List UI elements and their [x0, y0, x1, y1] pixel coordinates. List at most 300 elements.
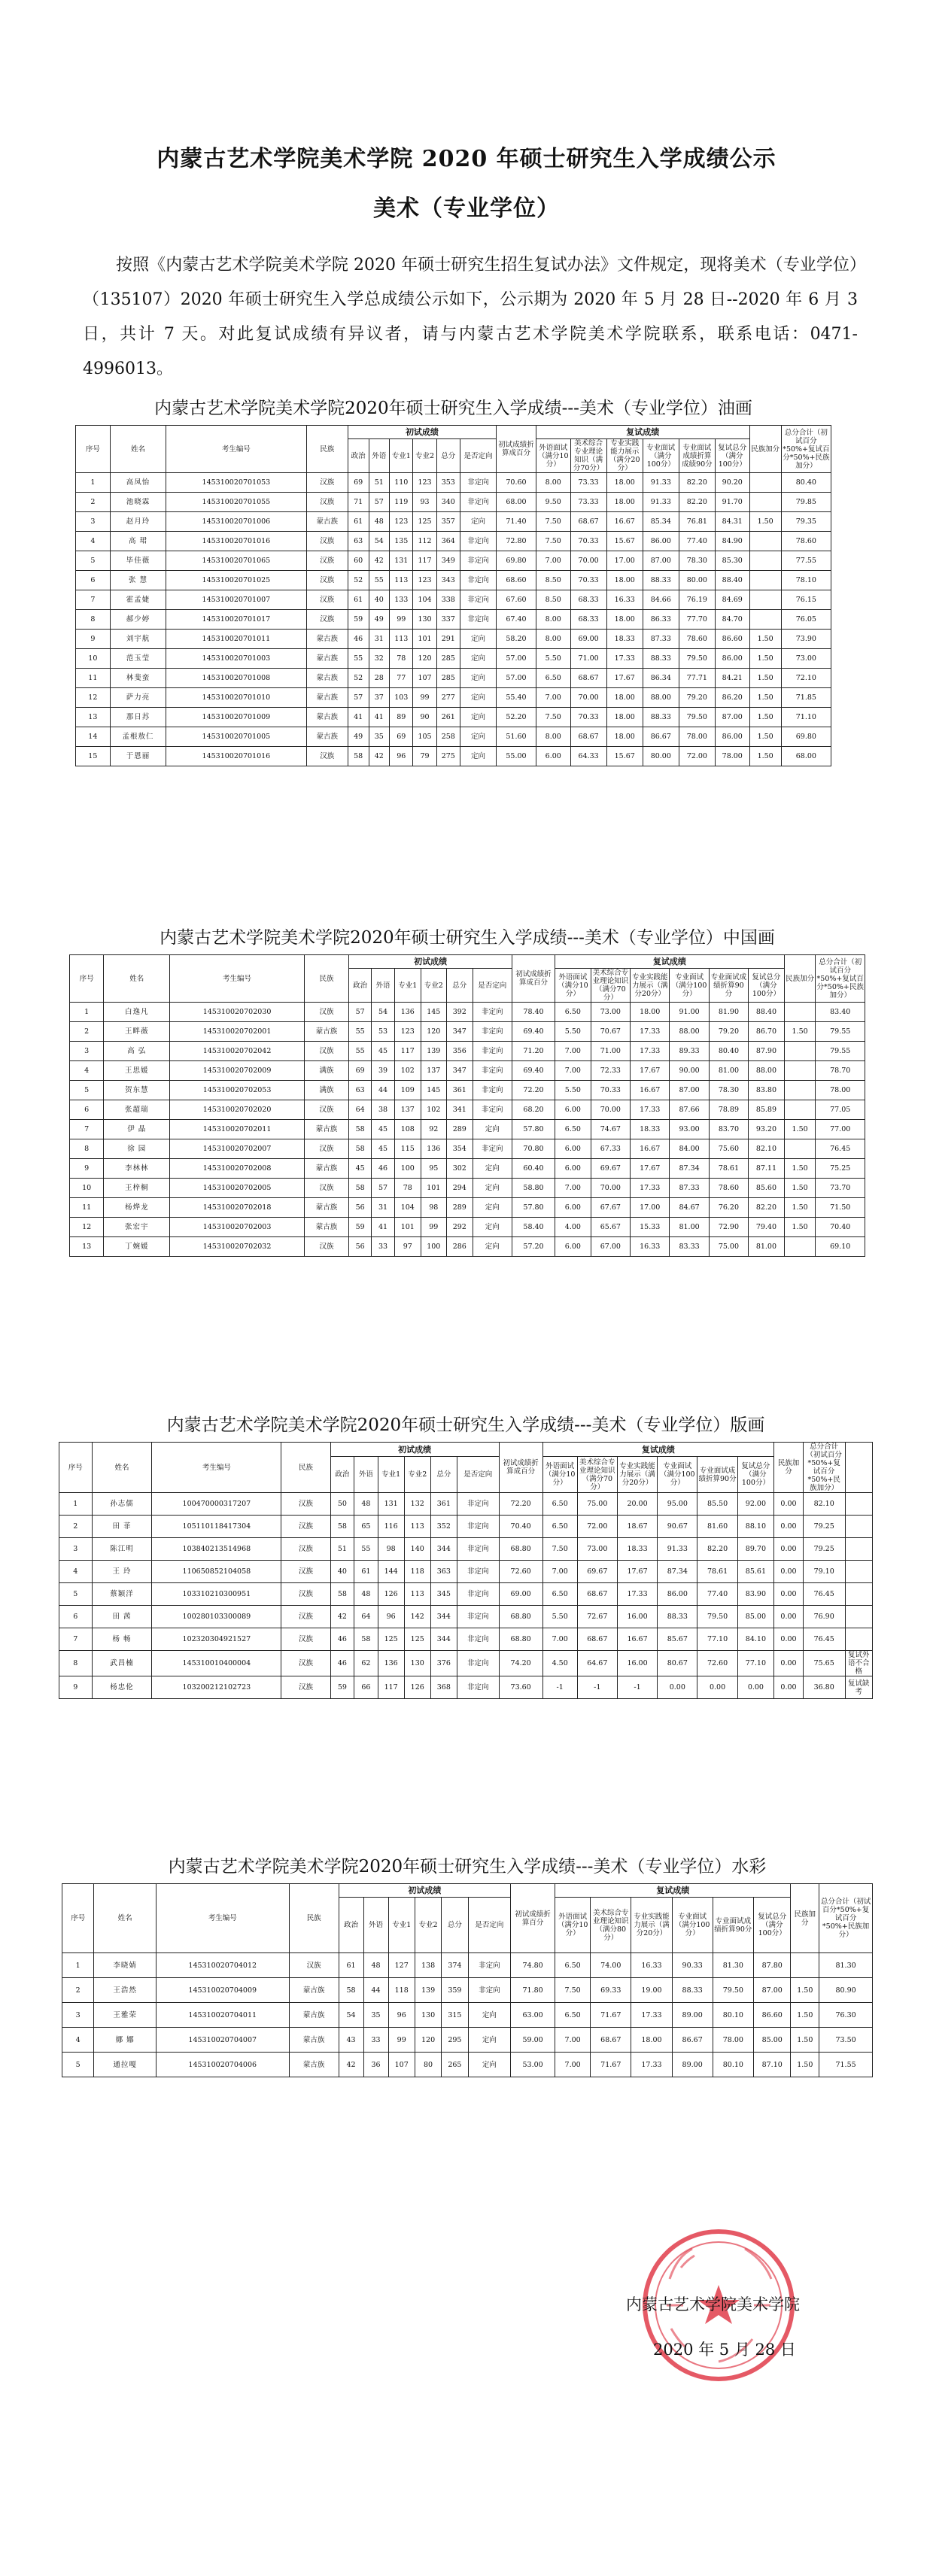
table-cell: 337 [436, 610, 460, 630]
table-cell: 林斐蛮 [110, 669, 166, 688]
table-cell: 7.00 [536, 688, 570, 708]
table-cell: 88.40 [749, 1003, 785, 1022]
group-header-retest: 复试成绩 [555, 955, 785, 969]
table-cell: 5 [59, 1583, 93, 1606]
table-cell: 78.00 [816, 1081, 865, 1100]
table-cell: 82.20 [679, 473, 715, 493]
table-cell [749, 493, 781, 512]
table-cell: 9 [70, 1159, 104, 1179]
table-cell: 84.69 [715, 590, 749, 610]
table-cell: 82.20 [697, 1538, 737, 1561]
table-cell: 16.33 [631, 1953, 672, 1978]
table-cell: 46 [348, 630, 369, 649]
table-cell: 85.60 [749, 1179, 785, 1198]
table-cell: 58.40 [512, 1218, 555, 1237]
table-cell: 68.67 [570, 727, 606, 747]
table-cell: 74.00 [591, 1953, 631, 1978]
table-cell: 343 [436, 571, 460, 590]
table-cell: 18.33 [606, 630, 643, 649]
table-cell: 8.00 [536, 630, 570, 649]
table-cell: 7.00 [542, 1561, 577, 1583]
table-cell: 8 [59, 1651, 93, 1676]
table-cell: 9 [59, 1676, 93, 1699]
table-cell: 1.50 [791, 2053, 819, 2077]
table-cell: 76.20 [709, 1198, 748, 1218]
table-cell: 5.50 [536, 649, 570, 669]
table-row [70, 1198, 865, 1218]
chinese-painting-section [69, 924, 865, 1257]
table-cell: 145310020701008 [166, 669, 306, 688]
table-cell: 91.70 [715, 493, 749, 512]
table-cell: 汉族 [289, 1953, 339, 1978]
table-cell: 112 [413, 532, 436, 551]
table-cell: 定向 [460, 747, 496, 766]
score-table [69, 954, 865, 1257]
table-cell: 89.00 [672, 2053, 713, 2077]
col-header-name: 姓名 [94, 1884, 156, 1953]
col-header-final-total: 总分合计（初试百分*50%+复试百分*50%+民族加分） [781, 426, 831, 473]
table-cell: 80 [415, 2053, 441, 2077]
group-header-retest: 复试成绩 [542, 1443, 773, 1457]
table-cell: 14 [76, 727, 111, 747]
table-cell: 18.67 [617, 1516, 657, 1538]
table-cell: 4 [62, 2028, 94, 2053]
table-cell: 86.70 [749, 1022, 785, 1042]
table-cell: 120 [413, 649, 436, 669]
table-cell: 88.33 [658, 1606, 697, 1628]
table-cell: 7.00 [555, 2053, 591, 2077]
table-cell: 4 [76, 532, 111, 551]
table-cell: 82.20 [749, 1198, 785, 1218]
table-cell: 陈江明 [92, 1538, 152, 1561]
table-cell: 0.00 [737, 1676, 773, 1699]
table-cell: 79.20 [679, 688, 715, 708]
table-cell: 56 [349, 1237, 372, 1257]
table-cell: 137 [395, 1100, 421, 1120]
table-cell: 汉族 [306, 493, 348, 512]
table-cell: 85.50 [697, 1493, 737, 1516]
table-cell: 79.50 [679, 708, 715, 727]
table-cell: 265 [442, 2053, 468, 2077]
table-cell: 79.50 [697, 1606, 737, 1628]
table-cell: 70.00 [591, 1100, 630, 1120]
table-cell: 非定向 [457, 1606, 499, 1628]
table-cell: 33 [372, 1237, 395, 1257]
table-cell: 126 [404, 1676, 430, 1699]
table-cell: 57.20 [512, 1237, 555, 1257]
table-cell: 蒙古族 [306, 708, 348, 727]
table-cell: 79 [413, 747, 436, 766]
table-cell: 347 [447, 1061, 473, 1081]
table-cell: 77.10 [697, 1628, 737, 1651]
table-cell: 16.67 [631, 1081, 670, 1100]
table-cell: 62 [354, 1651, 378, 1676]
table-cell: 67.00 [591, 1237, 630, 1257]
table-cell: 118 [404, 1561, 430, 1583]
table-row [76, 610, 831, 630]
table-cell: 125 [404, 1628, 430, 1651]
table-cell: 54 [369, 532, 390, 551]
table-cell: 15 [76, 747, 111, 766]
table-cell: 113 [390, 630, 413, 649]
table-cell: 丁婉媛 [104, 1237, 170, 1257]
table-cell: 7.00 [536, 551, 570, 571]
col-header-index: 序号 [76, 426, 111, 473]
table-cell: 67.60 [497, 590, 536, 610]
table-cell: 74.80 [511, 1953, 555, 1978]
table-cell: 18.00 [606, 688, 643, 708]
table-cell: 18.00 [631, 1003, 670, 1022]
table-cell: 18.00 [606, 473, 643, 493]
table-cell: 144 [378, 1561, 404, 1583]
table-row [70, 1100, 865, 1120]
table-cell: 145310020701009 [166, 708, 306, 727]
table-cell: 定向 [468, 2003, 511, 2028]
table-cell: 定向 [460, 512, 496, 532]
table-cell: 86.00 [643, 532, 679, 551]
table-cell: 8.50 [536, 571, 570, 590]
col-header-initial-percent: 初试成绩折算百分 [511, 1884, 555, 1953]
table-cell: 51 [330, 1538, 354, 1561]
table-cell: 57.00 [497, 649, 536, 669]
table-cell: 96 [378, 1606, 404, 1628]
table-cell: 1.50 [784, 1159, 816, 1179]
table-row [70, 1237, 865, 1257]
table-cell: 71.85 [781, 688, 831, 708]
table-cell: 2 [70, 1022, 104, 1042]
table-cell: 3 [70, 1042, 104, 1061]
table-title: 内蒙古艺术学院美术学院2020年硕士研究生入学成绩---美术（专业学位）油画 [154, 399, 752, 418]
table-cell: 80.40 [709, 1042, 748, 1061]
table-cell: 8.00 [536, 727, 570, 747]
table-cell: 59 [330, 1676, 354, 1699]
table-cell: 145310020702008 [170, 1159, 305, 1179]
table-cell: 123 [395, 1022, 421, 1042]
table-cell: 91.33 [643, 473, 679, 493]
table-cell: 277 [436, 688, 460, 708]
table-cell: 81.90 [709, 1003, 748, 1022]
table-cell: 58 [349, 1139, 372, 1159]
table-cell: 定向 [473, 1218, 512, 1237]
table-cell: 汉族 [281, 1628, 330, 1651]
table-row [62, 1953, 873, 1978]
table-cell: 44 [372, 1081, 395, 1100]
table-cell: 92.00 [737, 1493, 773, 1516]
table-cell: 78.60 [709, 1179, 748, 1198]
col-header-sum: 专业面试（满分100分） [672, 1898, 713, 1953]
table-cell: 10 [70, 1179, 104, 1198]
table-cell: 68.67 [570, 512, 606, 532]
table-cell: 145310020701011 [166, 630, 306, 649]
table-cell: 蒙古族 [289, 2028, 339, 2053]
table-cell: 73.00 [591, 1003, 630, 1022]
table-cell: 59.00 [511, 2028, 555, 2053]
table-cell: 145310020701007 [166, 590, 306, 610]
table-cell: 118 [388, 1978, 415, 2003]
table-row [70, 1120, 865, 1139]
table-cell: 48 [369, 512, 390, 532]
table-cell: 非定向 [457, 1628, 499, 1651]
table-cell: 8 [76, 610, 111, 630]
table-cell: 7.50 [536, 532, 570, 551]
table-cell: 汉族 [304, 1179, 349, 1198]
table-cell: 78.30 [709, 1081, 748, 1100]
table-cell: 104 [413, 590, 436, 610]
group-header-retest: 复试成绩 [536, 426, 749, 439]
col-header-oral: 外语面试（满分10分） [555, 1898, 591, 1953]
table-cell: 36.80 [803, 1676, 845, 1699]
table-cell: 76.45 [803, 1583, 845, 1606]
table-cell: 99 [413, 688, 436, 708]
remark-cell [845, 1628, 872, 1651]
table-cell: 定向 [468, 2028, 511, 2053]
table-cell: 79.20 [709, 1022, 748, 1042]
table-cell: 92 [421, 1120, 447, 1139]
table-cell: 91.33 [643, 493, 679, 512]
table-cell: 3 [62, 2003, 94, 2028]
table-cell: 0.00 [774, 1676, 804, 1699]
table-cell: 87.00 [715, 708, 749, 727]
table-cell: 69.00 [499, 1583, 542, 1606]
table-cell: 池晓霖 [110, 493, 166, 512]
table-row [76, 688, 831, 708]
table-cell: 68.80 [499, 1538, 542, 1561]
table-cell: 12 [70, 1218, 104, 1237]
table-cell: 定向 [473, 1159, 512, 1179]
table-cell: 87.33 [643, 630, 679, 649]
table-cell: 80.10 [713, 2053, 753, 2077]
col-header-candidate-id: 考生编号 [166, 426, 306, 473]
table-cell: 于恩丽 [110, 747, 166, 766]
table-cell: 123 [413, 571, 436, 590]
table-cell: 汉族 [281, 1676, 330, 1699]
table-cell: 79.85 [781, 493, 831, 512]
table-cell: 292 [447, 1218, 473, 1237]
table-cell: 86.60 [715, 630, 749, 649]
table-cell: 349 [436, 551, 460, 571]
table-cell: 88.33 [643, 708, 679, 727]
table-cell: 2 [62, 1978, 94, 2003]
table-cell: 83.33 [670, 1237, 709, 1257]
table-cell: 5 [70, 1081, 104, 1100]
table-cell: 100 [421, 1237, 447, 1257]
table-cell: 73.70 [816, 1179, 865, 1198]
table-cell: 84.10 [737, 1628, 773, 1651]
table-cell: 72.60 [499, 1561, 542, 1583]
table-cell: 87.00 [643, 551, 679, 571]
table-cell: 132 [404, 1493, 430, 1516]
table-cell: 蒙古族 [306, 649, 348, 669]
table-cell: 17.33 [617, 1583, 657, 1606]
table-cell: 352 [430, 1516, 457, 1538]
table-cell: 295 [442, 2028, 468, 2053]
table-cell: 76.30 [819, 2003, 873, 2028]
table-cell: 145310020704009 [156, 1978, 289, 2003]
table-cell: 61 [348, 590, 369, 610]
table-cell: 45 [349, 1159, 372, 1179]
table-cell: 16.67 [606, 512, 643, 532]
table-cell: 75.60 [709, 1139, 748, 1159]
table-cell: 139 [415, 1978, 441, 2003]
table-cell: 135 [390, 532, 413, 551]
table-cell: 18.00 [606, 493, 643, 512]
table-cell: 72.20 [499, 1493, 542, 1516]
table-cell: 58 [339, 1978, 363, 2003]
table-cell: 1.50 [749, 512, 781, 532]
table-cell: 5.50 [555, 1022, 591, 1042]
table-cell: 145310020701006 [166, 512, 306, 532]
table-cell: 77.55 [781, 551, 831, 571]
table-cell: 汉族 [306, 610, 348, 630]
table-cell: 78.70 [816, 1061, 865, 1081]
table-cell: 6.50 [542, 1516, 577, 1538]
table-cell: 86.00 [658, 1583, 697, 1606]
table-cell: 76.15 [781, 590, 831, 610]
table-cell: 72.00 [679, 747, 715, 766]
table-cell: 张宏宇 [104, 1218, 170, 1237]
table-cell: 非定向 [457, 1493, 499, 1516]
table-cell: 87.80 [753, 1953, 791, 1978]
table-cell: 田 茜 [92, 1606, 152, 1628]
table-cell: 291 [436, 630, 460, 649]
table-cell: 1.50 [749, 669, 781, 688]
table-cell: 38 [372, 1100, 395, 1120]
table-cell: 50 [330, 1493, 354, 1516]
table-cell: 6.00 [536, 747, 570, 766]
table-cell: 101 [413, 630, 436, 649]
col-header-tot: 总分 [436, 439, 460, 473]
table-cell: 68.20 [512, 1100, 555, 1120]
table-row [70, 1061, 865, 1081]
table-cell: 58 [330, 1516, 354, 1538]
table-cell: 95.00 [658, 1493, 697, 1516]
table-cell: 52 [348, 669, 369, 688]
table-cell: 汉族 [304, 1003, 349, 1022]
table-cell: 145 [421, 1081, 447, 1100]
table-cell: 55.40 [497, 688, 536, 708]
table-cell: 103310210300951 [152, 1583, 281, 1606]
table-cell: 142 [404, 1606, 430, 1628]
table-cell: 15.67 [606, 747, 643, 766]
col-header-rsum: 复试总分（满分100分） [749, 969, 785, 1003]
table-cell: 1.50 [784, 1179, 816, 1198]
table-cell: 69.33 [591, 1978, 631, 2003]
col-header-oral: 外语面试（满分10分） [536, 439, 570, 473]
table-cell: 145310010400004 [152, 1651, 281, 1676]
table-cell: 64.33 [570, 747, 606, 766]
table-cell: 0.00 [774, 1538, 804, 1561]
table-cell: 71.20 [512, 1042, 555, 1061]
table-cell: 王畔薇 [104, 1022, 170, 1042]
table-cell: 68.67 [577, 1583, 617, 1606]
table-cell: 55.00 [497, 747, 536, 766]
table-cell: 145310020704012 [156, 1953, 289, 1978]
table-cell: 87.10 [753, 2053, 791, 2077]
col-header-sub1: 专业1 [395, 969, 421, 1003]
table-cell: 通拉嘎 [94, 2053, 156, 2077]
table-cell: 69.00 [570, 630, 606, 649]
col-header-oral: 外语面试（满分10分） [542, 1457, 577, 1493]
table-cell: 44 [363, 1978, 388, 2003]
table-cell: 90 [413, 708, 436, 727]
table-cell: 71.00 [570, 649, 606, 669]
table-cell: 3 [59, 1538, 93, 1561]
table-cell: 71.55 [819, 2053, 873, 2077]
table-cell: 9.50 [536, 493, 570, 512]
table-cell: 77.10 [737, 1651, 773, 1676]
table-cell: 17.67 [617, 1561, 657, 1583]
table-cell: 286 [447, 1237, 473, 1257]
table-cell: 93.00 [670, 1120, 709, 1139]
table-row [70, 1081, 865, 1100]
table-row [70, 1179, 865, 1198]
table-cell: 伊 晶 [104, 1120, 170, 1139]
table-cell: 145310020701025 [166, 571, 306, 590]
intro-paragraph: 按照《内蒙古艺术学院美术学院 2020 年硕士研究生招生复试办法》文件规定，现将美术（专业学位）（135107）2020 年硕士研究生入学总成绩公示如下，公示期为 2020 年 5 月 28 日--2020 年 6 月 3 日，共计 7 天。对此复试成绩有异议者，请与内蒙古艺术学院美术学院联系，联系电话：0471-4996013。 [83, 256, 858, 378]
table-cell: 汉族 [281, 1606, 330, 1628]
printmaking-section [59, 1411, 873, 1699]
table-cell: 68.67 [591, 2028, 631, 2053]
table-cell: 73.50 [819, 2028, 873, 2053]
table-cell: 80.00 [679, 571, 715, 590]
table-cell: 85.00 [737, 1606, 773, 1628]
table-cell: 张 慧 [110, 571, 166, 590]
table-cell: 45 [372, 1120, 395, 1139]
table-cell: 非定向 [460, 493, 496, 512]
col-header-ethnicity: 民族 [304, 955, 349, 1003]
table-cell: 49 [348, 727, 369, 747]
table-cell: 汉族 [281, 1493, 330, 1516]
col-header-ethnic-bonus: 民族加分 [749, 426, 781, 473]
table-cell: 7 [59, 1628, 93, 1651]
table-cell: 32 [369, 649, 390, 669]
remark-cell [845, 1516, 872, 1538]
table-cell: 80.00 [643, 747, 679, 766]
table-cell: 258 [436, 727, 460, 747]
col-header-sub2: 专业2 [404, 1457, 430, 1493]
table-cell: 54 [339, 2003, 363, 2028]
table-cell: 白逸凡 [104, 1003, 170, 1022]
table-cell: 18.00 [606, 571, 643, 590]
table-cell: 1.50 [749, 649, 781, 669]
table-cell: 91.33 [658, 1538, 697, 1561]
table-cell: 7 [76, 590, 111, 610]
col-header-eng: 外语 [369, 439, 390, 473]
table-cell: 63 [348, 532, 369, 551]
remark-cell: 复试缺考 [845, 1676, 872, 1699]
table-row [76, 727, 831, 747]
table-cell: 6.50 [555, 2003, 591, 2028]
table-cell: 汉族 [281, 1538, 330, 1561]
table-cell: 非定向 [473, 1022, 512, 1042]
table-cell: 88.10 [737, 1516, 773, 1538]
table-cell: 蒙古族 [304, 1022, 349, 1042]
table-cell: 贺东慧 [104, 1081, 170, 1100]
table-cell: 毕佳薇 [110, 551, 166, 571]
table-cell: 60 [348, 551, 369, 571]
table-cell: 81.00 [749, 1237, 785, 1257]
col-header-dir: 是否定向 [460, 439, 496, 473]
table-cell: 孙志儒 [92, 1493, 152, 1516]
table-cell: 64.67 [577, 1651, 617, 1676]
table-cell: 蒙古族 [306, 727, 348, 747]
table-cell: 定向 [473, 1179, 512, 1198]
table-cell [749, 551, 781, 571]
table-cell: 69.40 [512, 1061, 555, 1081]
table-row [70, 1139, 865, 1159]
col-header-sub2: 专业2 [421, 969, 447, 1003]
table-cell: 72.67 [577, 1606, 617, 1628]
